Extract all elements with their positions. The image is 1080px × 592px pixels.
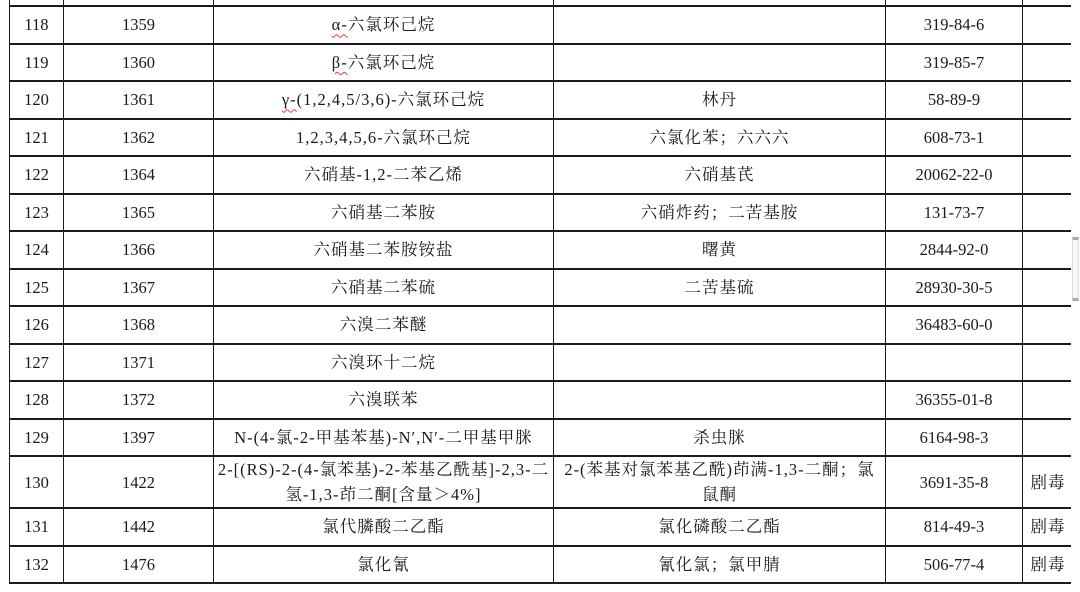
cell-serial: 1367 xyxy=(64,269,214,307)
table-row xyxy=(10,508,1074,546)
cell-alias: 2-(苯基对氯苯基乙酰)茚满-1,3-二酮；氯鼠酮 xyxy=(554,456,886,508)
cell-serial: 1365 xyxy=(64,194,214,232)
cell-remark xyxy=(1023,381,1074,419)
cell-alias: 六硝基芪 xyxy=(554,156,886,194)
cell-remark xyxy=(1023,231,1074,269)
cell-alias xyxy=(554,6,886,44)
cell-serial: 1361 xyxy=(64,81,214,119)
cell-cas: 319-84-6 xyxy=(886,6,1023,44)
table-row xyxy=(10,231,1074,269)
cell-serial: 1362 xyxy=(64,119,214,157)
table-row xyxy=(10,381,1074,419)
cell-no: 120 xyxy=(10,81,64,119)
cell-cas: 36483-60-0 xyxy=(886,306,1023,344)
cell-no: 132 xyxy=(10,546,64,584)
cell-remark xyxy=(1023,156,1074,194)
cell-alias: 杀虫脒 xyxy=(554,419,886,457)
table-row xyxy=(10,269,1074,307)
cell-remark: 剧毒 xyxy=(1023,456,1074,508)
cell-no: 121 xyxy=(10,119,64,157)
scrollbar-thumb[interactable] xyxy=(1072,237,1079,301)
cell-alias: 六氯化苯；六六六 xyxy=(554,119,886,157)
spellcheck-underline: β- xyxy=(331,52,348,72)
cell-no: 130 xyxy=(10,456,64,508)
cell-cas xyxy=(886,344,1023,382)
cell-serial: 1422 xyxy=(64,456,214,508)
cell-alias: 林丹 xyxy=(554,81,886,119)
cell-remark xyxy=(1023,419,1074,457)
cell-no: 125 xyxy=(10,269,64,307)
cell-name: 六溴联苯 xyxy=(214,381,554,419)
cell-no: 118 xyxy=(10,6,64,44)
table-body xyxy=(10,0,1074,583)
table-row xyxy=(10,44,1074,82)
table-row xyxy=(10,419,1074,457)
cell-remark xyxy=(1023,306,1074,344)
cell-no: 129 xyxy=(10,419,64,457)
cell-no: 131 xyxy=(10,508,64,546)
cell-serial: 1364 xyxy=(64,156,214,194)
table-row xyxy=(10,119,1074,157)
cell-alias: 氯化磷酸二乙酯 xyxy=(554,508,886,546)
cell-name: 氯代膦酸二乙酯 xyxy=(214,508,554,546)
cell-name: N-(4-氯-2-甲基苯基)-N′,N′-二甲基甲脒 xyxy=(214,419,554,457)
cell-cas: 20062-22-0 xyxy=(886,156,1023,194)
cell-remark xyxy=(1023,81,1074,119)
cell-no: 123 xyxy=(10,194,64,232)
cell-name: α-六氯环己烷 xyxy=(214,6,554,44)
table-row xyxy=(10,194,1074,232)
cell-remark xyxy=(1023,119,1074,157)
cell-cas: 6164-98-3 xyxy=(886,419,1023,457)
cell-name: 1,2,3,4,5,6-六氯环己烷 xyxy=(214,119,554,157)
cell-cas: 3691-35-8 xyxy=(886,456,1023,508)
cell-serial: 1366 xyxy=(64,231,214,269)
table-row xyxy=(10,6,1074,44)
cell-alias: 二苦基硫 xyxy=(554,269,886,307)
scrollbar-track[interactable] xyxy=(1071,0,1080,592)
cell-cas: 608-73-1 xyxy=(886,119,1023,157)
cell-alias xyxy=(554,344,886,382)
table-row xyxy=(10,156,1074,194)
cell-no: 126 xyxy=(10,306,64,344)
cell-remark xyxy=(1023,44,1074,82)
cell-serial: 1368 xyxy=(64,306,214,344)
cell-alias: 曙黄 xyxy=(554,231,886,269)
cell-alias: 六硝炸药；二苦基胺 xyxy=(554,194,886,232)
cell-remark: 剧毒 xyxy=(1023,508,1074,546)
cell-no: 127 xyxy=(10,344,64,382)
cell-cas: 319-85-7 xyxy=(886,44,1023,82)
table-row xyxy=(10,81,1074,119)
cell-alias xyxy=(554,44,886,82)
cell-name: β-六氯环己烷 xyxy=(214,44,554,82)
cell-no: 119 xyxy=(10,44,64,82)
cell-serial: 1360 xyxy=(64,44,214,82)
cell-remark xyxy=(1023,269,1074,307)
cell-serial: 1371 xyxy=(64,344,214,382)
cell-name: 六硝基二苯胺 xyxy=(214,194,554,232)
cell-alias xyxy=(554,381,886,419)
cell-remark xyxy=(1023,6,1074,44)
cell-cas: 58-89-9 xyxy=(886,81,1023,119)
cell-name: 2-[(RS)-2-(4-氯苯基)-2-苯基乙酰基]-2,3-二氢-1,3-茚二酮[含量＞4%] xyxy=(214,456,554,508)
cell-name: 六溴环十二烷 xyxy=(214,344,554,382)
cell-no: 122 xyxy=(10,156,64,194)
table-row xyxy=(10,546,1074,584)
cell-no: 124 xyxy=(10,231,64,269)
cell-serial: 1359 xyxy=(64,6,214,44)
cell-alias xyxy=(554,306,886,344)
cell-cas: 506-77-4 xyxy=(886,546,1023,584)
cell-name: 六硝基-1,2-二苯乙烯 xyxy=(214,156,554,194)
cell-no: 128 xyxy=(10,381,64,419)
cell-name: γ-(1,2,4,5/3,6)-六氯环己烷 xyxy=(214,81,554,119)
cell-alias: 氰化氯；氯甲腈 xyxy=(554,546,886,584)
cell-name: 六溴二苯醚 xyxy=(214,306,554,344)
cell-cas: 28930-30-5 xyxy=(886,269,1023,307)
cell-remark xyxy=(1023,344,1074,382)
chemicals-table xyxy=(9,0,1074,584)
cell-serial: 1372 xyxy=(64,381,214,419)
cell-name: 六硝基二苯胺铵盐 xyxy=(214,231,554,269)
table-row xyxy=(10,456,1074,508)
cell-serial: 1442 xyxy=(64,508,214,546)
cell-name: 六硝基二苯硫 xyxy=(214,269,554,307)
cell-remark xyxy=(1023,194,1074,232)
cell-cas: 814-49-3 xyxy=(886,508,1023,546)
cell-name: 氯化氰 xyxy=(214,546,554,584)
cell-cas: 2844-92-0 xyxy=(886,231,1023,269)
cell-cas: 36355-01-8 xyxy=(886,381,1023,419)
cell-serial: 1476 xyxy=(64,546,214,584)
table-row xyxy=(10,344,1074,382)
table-row xyxy=(10,306,1074,344)
spellcheck-underline: γ- xyxy=(281,90,297,110)
cell-serial: 1397 xyxy=(64,419,214,457)
spellcheck-underline: α- xyxy=(331,15,348,35)
cell-remark: 剧毒 xyxy=(1023,546,1074,584)
cell-cas: 131-73-7 xyxy=(886,194,1023,232)
